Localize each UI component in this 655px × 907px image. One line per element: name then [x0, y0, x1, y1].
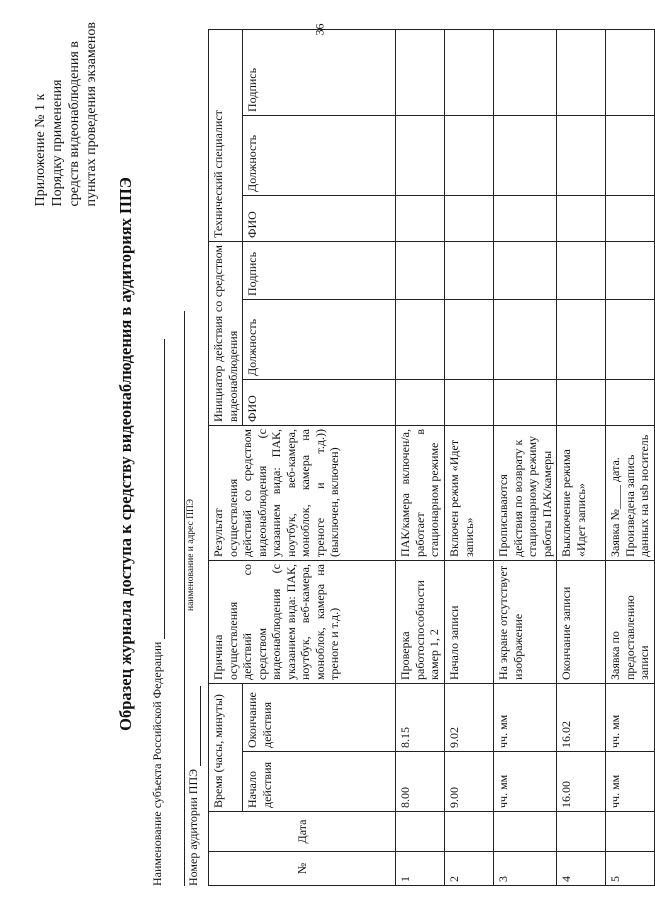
cell-num: 5 [606, 851, 655, 885]
header-tech-fio: ФИО [243, 195, 396, 241]
cell-initiator-fio [445, 379, 494, 425]
cell-num: 2 [445, 851, 494, 885]
header-tech-position: Должность [243, 115, 396, 195]
table-row [557, 29, 606, 885]
table-row [494, 29, 557, 885]
table-row [606, 29, 655, 885]
header-reason: Причина осуществления действий со средством видеонаблюдения (с указанием вида: ПАК, ноутбук, веб-камера, моноблок, камера на треноге и т.д.) [209, 560, 396, 683]
cell-initiator-position [494, 299, 557, 379]
cell-tech-position [445, 115, 494, 195]
ppe-underline [172, 311, 185, 886]
cell-initiator-position [557, 299, 606, 379]
cell-initiator-position [445, 299, 494, 379]
cell-num: 3 [494, 851, 557, 885]
cell-tech-position [396, 115, 445, 195]
cell-initiator-position [606, 299, 655, 379]
cell-date [494, 811, 557, 851]
table-row [445, 29, 494, 885]
cell-num: 1 [396, 851, 445, 885]
page-number: 36 [312, 23, 327, 36]
table-header-row [209, 29, 243, 885]
header-date: Дата [209, 811, 396, 851]
cell-start: 9.00 [445, 751, 494, 811]
cell-date [396, 811, 445, 851]
cell-tech-signature [606, 29, 655, 115]
room-underline [188, 685, 201, 765]
header-initiator-position: Должность [243, 299, 396, 379]
cell-date [445, 811, 494, 851]
cell-start: чч. мм [606, 751, 655, 811]
cell-date [557, 811, 606, 851]
subject-underline [152, 338, 165, 638]
header-tech-group: Технический специалист [209, 29, 243, 241]
header-result: Результат осуществления действий со средством видеонаблюдения (с указанием вида: ПАК, ноутбук, веб-камера, моноблок, камера на треноге и т.д.)) (выключен, включен) [209, 425, 396, 560]
header-end: Окончание действия [243, 683, 396, 751]
room-label: Номер аудитории ППЭ [186, 768, 200, 886]
cell-end: чч. мм [494, 683, 557, 751]
ppe-field [170, 311, 185, 886]
cell-tech-fio [557, 195, 606, 241]
cell-reason: Проверка работоспособности камер 1, 2 [396, 560, 445, 683]
cell-reason: Окончание записи [557, 560, 606, 683]
cell-initiator-signature [494, 241, 557, 299]
cell-initiator-fio [606, 379, 655, 425]
cell-reason: На экране отсутствует изображение [494, 560, 557, 683]
ppe-caption: наименование и адрес ППЭ [186, 498, 196, 611]
appendix-note [32, 22, 100, 206]
cell-end: 8.15 [396, 683, 445, 751]
appendix-line: Порядку применения [50, 79, 65, 206]
rotated-page [20, 14, 651, 894]
cell-result: Выключение режима «Идет запись» [557, 425, 606, 560]
access-journal-table [208, 28, 655, 885]
cell-initiator-signature [396, 241, 445, 299]
cell-reason: Заявка по предоставлению записи [606, 560, 655, 683]
cell-start: чч. мм [494, 751, 557, 811]
header-num: № [209, 851, 396, 885]
cell-date [606, 811, 655, 851]
appendix-line: Приложение № 1 к [33, 93, 48, 206]
header-initiator-signature: Подпись [243, 241, 396, 299]
room-field [186, 685, 201, 885]
cell-tech-signature [396, 29, 445, 115]
cell-result: Заявка №____ дата. Произведена запись данных на usb носитель [606, 425, 655, 560]
cell-tech-fio [396, 195, 445, 241]
cell-result: ПАК/камера включен/а, работает в стационарном режиме [396, 425, 445, 560]
cell-tech-position [606, 115, 655, 195]
cell-tech-fio [445, 195, 494, 241]
subject-field [150, 338, 165, 885]
cell-result: Включен режим «Идет запись» [445, 425, 494, 560]
subject-label: Наименование субъекта Российской Федерации [150, 641, 164, 886]
cell-initiator-fio [396, 379, 445, 425]
cell-start: 16.00 [557, 751, 606, 811]
cell-tech-position [494, 115, 557, 195]
cell-reason: Начало записи [445, 560, 494, 683]
cell-initiator-position [396, 299, 445, 379]
cell-tech-fio [494, 195, 557, 241]
header-tech-signature: Подпись [243, 29, 396, 115]
cell-initiator-signature [445, 241, 494, 299]
cell-start: 8.00 [396, 751, 445, 811]
cell-end: 16.02 [557, 683, 606, 751]
header-time-group: Время (часы, минуты) [209, 683, 243, 811]
header-initiator-fio: ФИО [243, 379, 396, 425]
cell-tech-signature [557, 29, 606, 115]
cell-tech-position [557, 115, 606, 195]
cell-num: 4 [557, 851, 606, 885]
cell-initiator-fio [494, 379, 557, 425]
cell-initiator-signature [606, 241, 655, 299]
cell-end: чч. мм [606, 683, 655, 751]
cell-initiator-fio [557, 379, 606, 425]
cell-initiator-signature [557, 241, 606, 299]
table-row [396, 29, 445, 885]
appendix-line: средств видеонаблюдения в [67, 40, 82, 206]
cell-tech-signature [494, 29, 557, 115]
header-start: Начало действия [243, 751, 396, 811]
header-initiator-group: Инициатор действия со средством видеонаблюдения [209, 241, 243, 425]
document-title: Образец журнала доступа к средству видеонаблюдения в аудиториях ППЭ [116, 176, 135, 731]
cell-tech-fio [606, 195, 655, 241]
appendix-line: пунктах проведения экзаменов [84, 21, 99, 206]
cell-tech-signature [445, 29, 494, 115]
cell-result: Прописываются действия по возврату к стационарному режиму работы ПАК/камеры [494, 425, 557, 560]
cell-end: 9.02 [445, 683, 494, 751]
